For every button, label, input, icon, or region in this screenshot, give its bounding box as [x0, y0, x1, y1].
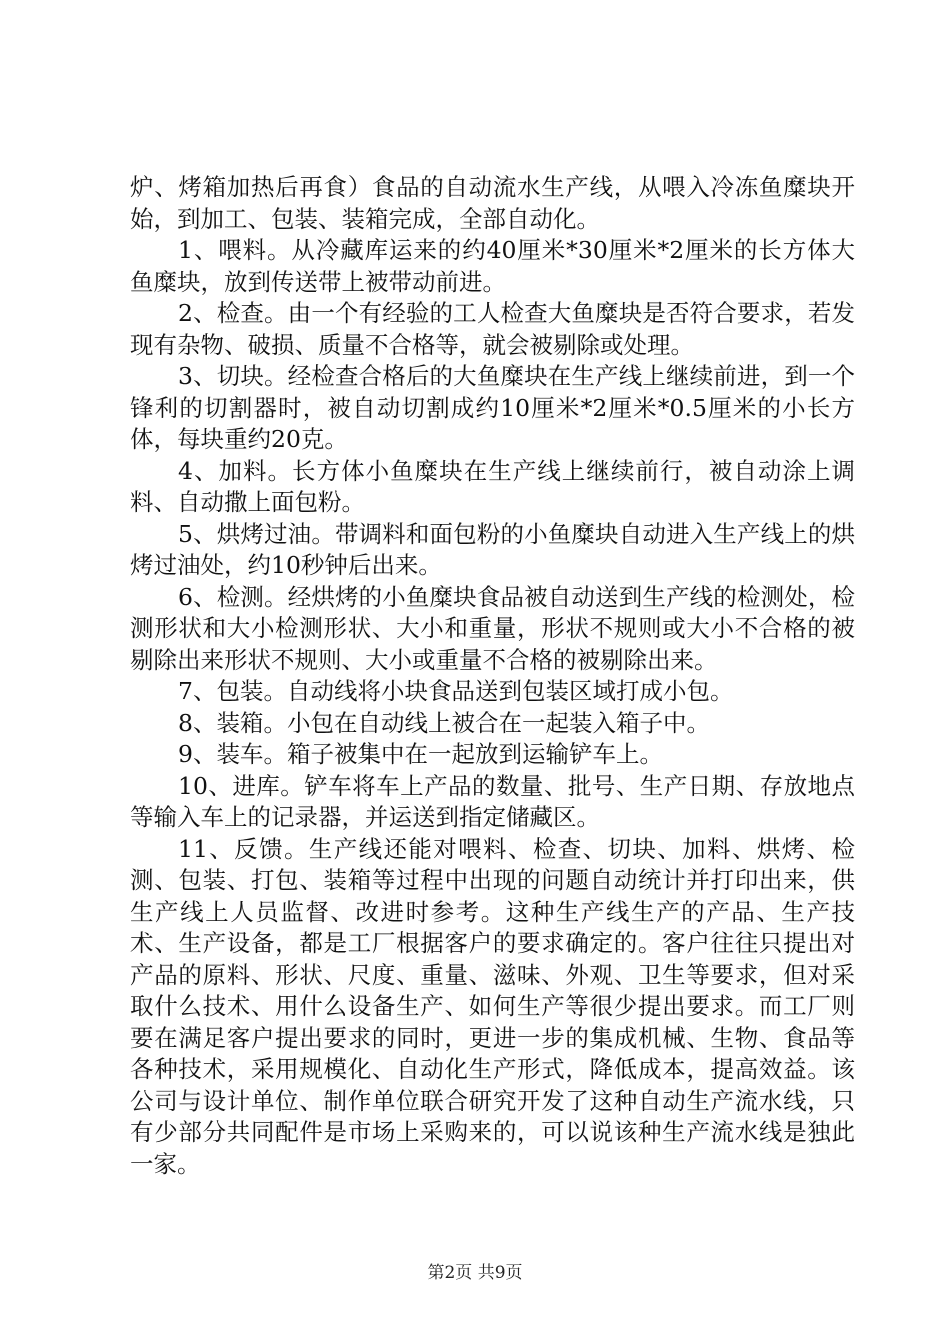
paragraph-feeding: 1、喂料。从冷藏库运来的约40厘米*30厘米*2厘米的长方体大鱼糜块，放到传送带上被带动前进。	[130, 236, 855, 296]
paragraph-boxing: 8、装箱。小包在自动线上被合在一起装入箱子中。	[178, 708, 710, 737]
paragraph-seasoning: 4、加料。长方体小鱼糜块在生产线上继续前行，被自动涂上调料、自动撒上面包粉。	[130, 456, 855, 516]
page-number-footer: 第2页 共9页	[427, 1263, 523, 1283]
paragraph-feedback: 11、反馈。生产线还能对喂料、检查、切块、加料、烘烤、检测、包装、打包、装箱等过程中出现的问题自动统计并打印出来，供生产线上人员监督、改进时参考。这种生产线生产的产品、生产技术、生产设备，都是工厂根据客户的要求确定的。客户往往只提出对产品的原料、形状、尺度、重量、滋味、外观、卫生等要求，但对采取什么技术、用什么设备生产、如何生产等很少提出要求。而工厂则要在满足客户提出要求的同时，更进一步的集成机械、生物、食品等各种技术，采用规模化、自动化生产形式，降低成本，提高效益。该公司与设计单位、制作单位联合研究开发了这种自动生产流水线，只有少部分共同配件是市场上采购来的，可以说该种生产流水线是独此一家。	[130, 834, 855, 1178]
document-body	[130, 172, 855, 1180]
paragraph-baking-frying: 5、烘烤过油。带调料和面包粉的小鱼糜块自动进入生产线上的烘烤过油处，约10秒钟后出来。	[130, 519, 855, 579]
paragraph-cutting: 3、切块。经检查合格后的大鱼糜块在生产线上继续前进，到一个锋利的切割器时，被自动切割成约10厘米*2厘米*0.5厘米的小长方体，每块重约20克。	[130, 362, 855, 453]
paragraph-detection: 6、检测。经烘烤的小鱼糜块食品被自动送到生产线的检测处，检测形状和大小检测形状、大小和重量，形状不规则或大小不合格的被剔除出来形状不规则、大小或重量不合格的被剔除出来。	[130, 582, 855, 674]
paragraph-loading: 9、装车。箱子被集中在一起放到运输铲车上。	[178, 740, 663, 768]
paragraph-storage: 10、进库。铲车将车上产品的数量、批号、生产日期、存放地点等输入车上的记录器，并运送到指定储藏区。	[130, 771, 855, 831]
paragraph-packaging: 7、包装。自动线将小块食品送到包装区域打成小包。	[178, 677, 734, 705]
paragraph-continuation: 炉、烤箱加热后再食）食品的自动流水生产线，从喂入冷冻鱼糜块开始，到加工、包装、装箱完成，全部自动化。	[130, 173, 855, 233]
paragraph-inspection: 2、检查。由一个有经验的工人检查大鱼糜块是否符合要求，若发现有杂物、破损、质量不合格等，就会被剔除或处理。	[130, 299, 855, 359]
